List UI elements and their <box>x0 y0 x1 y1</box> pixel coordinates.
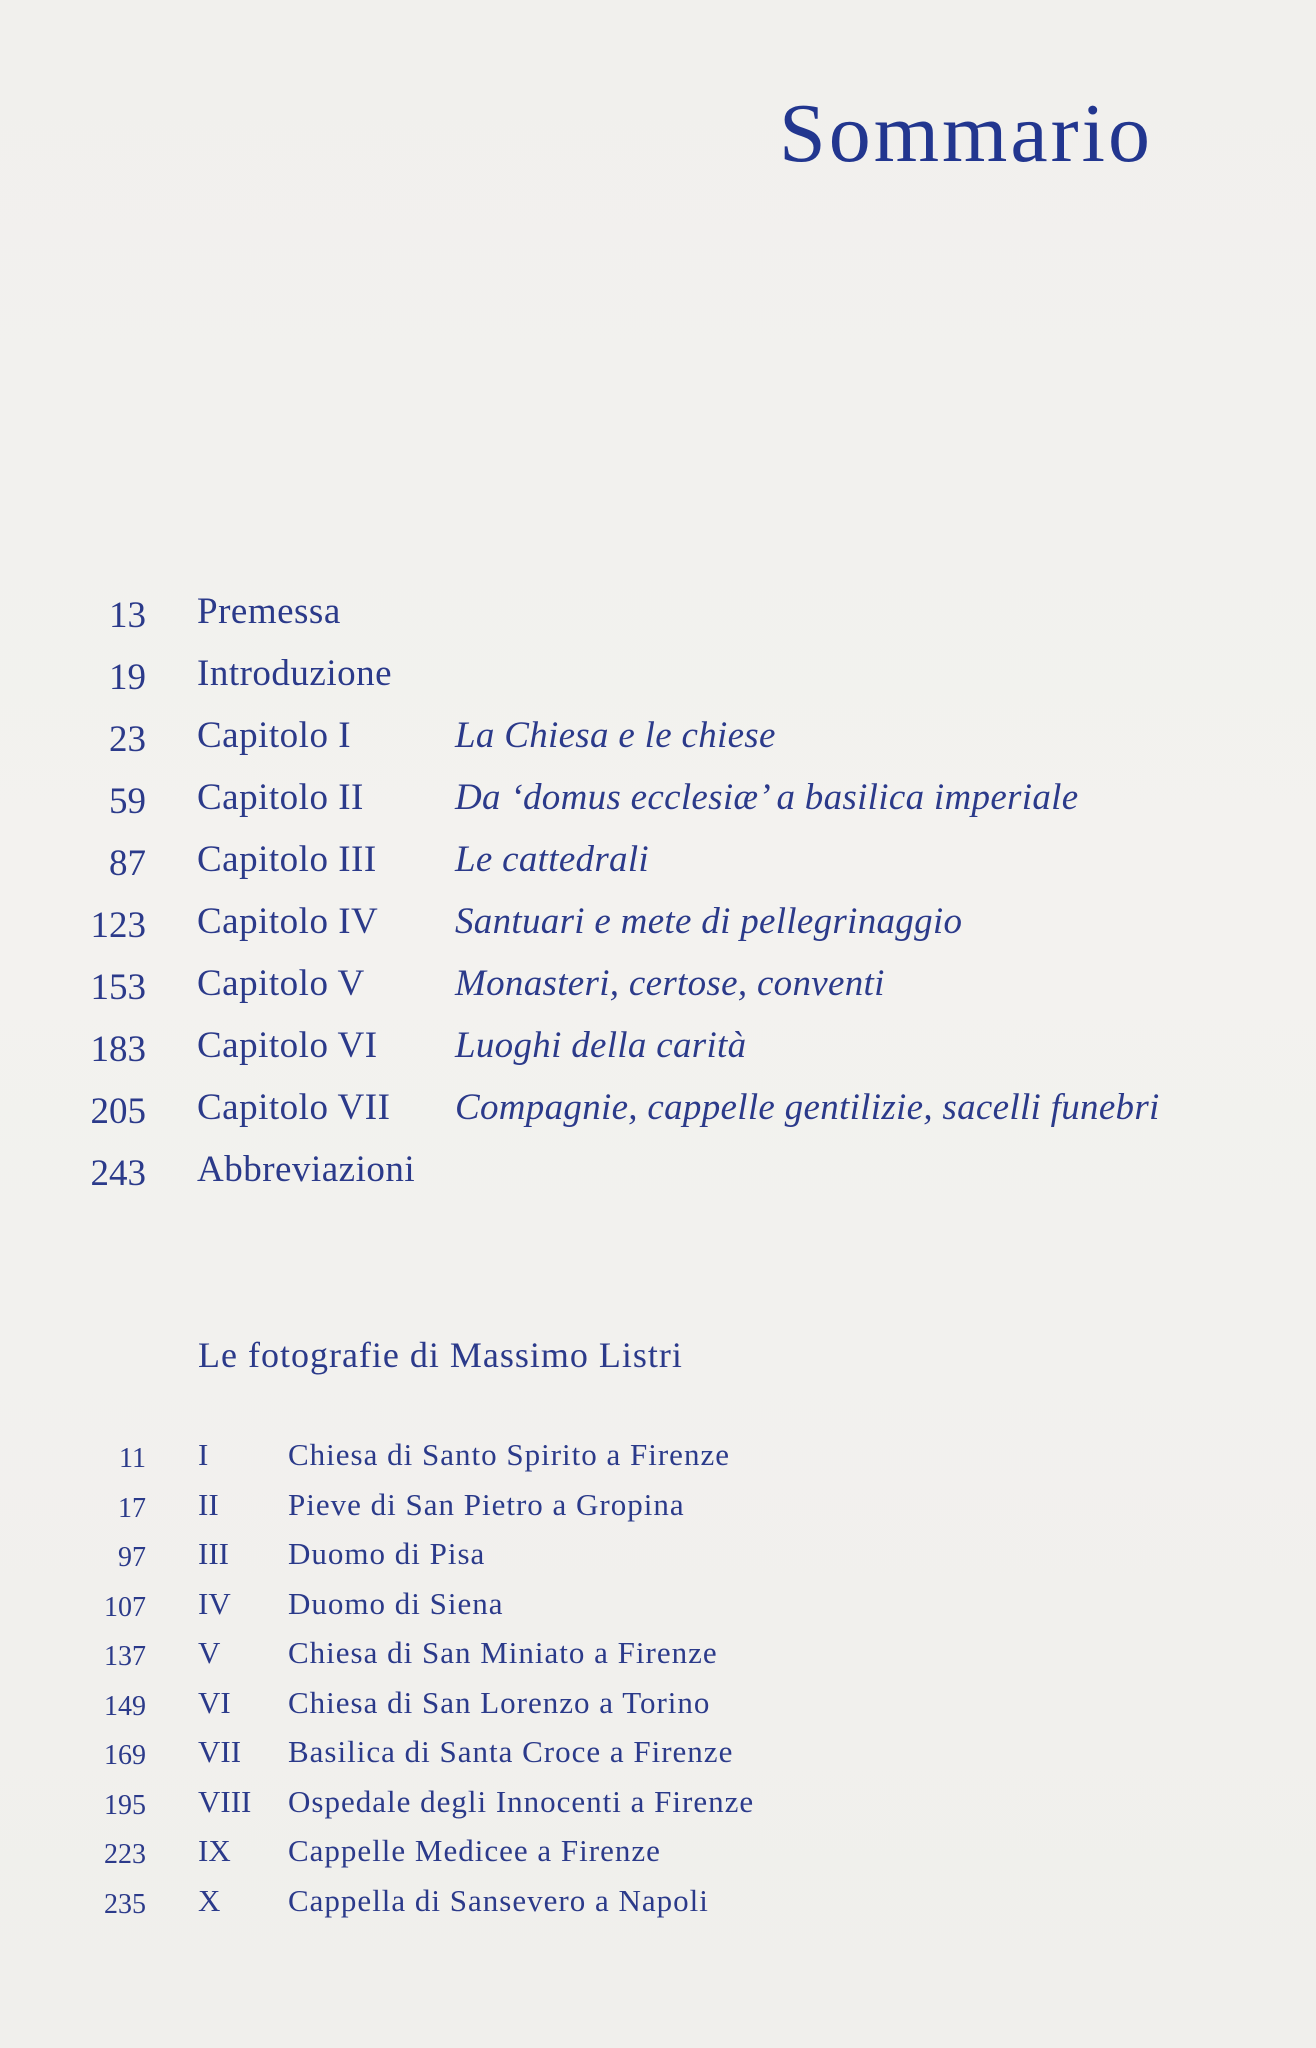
photo-page-number: 169 <box>104 1740 146 1771</box>
photo-page-number: 235 <box>104 1888 146 1920</box>
toc-label: Premessa <box>197 591 341 632</box>
photo-page-number: 97 <box>118 1542 146 1573</box>
photo-entry <box>0 1730 1316 1780</box>
photo-label: Chiesa di Santo Spirito a Firenze <box>288 1437 730 1472</box>
photo-label: Cappella di Sansevero a Napoli <box>288 1882 709 1918</box>
toc-entry-premessa <box>0 586 1316 648</box>
toc-page-number: 23 <box>109 719 146 760</box>
toc-page-number: 123 <box>90 905 146 946</box>
photo-page-number: 107 <box>104 1591 146 1623</box>
toc-label: Capitolo V <box>197 963 365 1004</box>
photo-roman-numeral: III <box>198 1536 229 1571</box>
toc-chapter-title: Santuari e mete di pellegrinaggio <box>455 901 963 942</box>
photo-page-number: 137 <box>104 1641 146 1672</box>
toc-label: Capitolo II <box>197 777 364 818</box>
toc-entry-abbreviazioni <box>0 1144 1316 1206</box>
photo-roman-numeral: V <box>198 1635 221 1670</box>
toc-entry-introduzione <box>0 648 1316 710</box>
toc-page-number: 87 <box>109 843 146 884</box>
toc-label: Capitolo IV <box>197 901 379 942</box>
photo-label: Duomo di Pisa <box>288 1536 486 1571</box>
photo-label: Chiesa di San Miniato a Firenze <box>288 1635 718 1670</box>
toc-page-number: 205 <box>90 1091 146 1132</box>
toc-label: Abbreviazioni <box>197 1149 416 1190</box>
toc-label: Capitolo VII <box>197 1087 391 1128</box>
toc-page-number: 13 <box>109 595 146 636</box>
photo-page-number: 11 <box>119 1443 146 1474</box>
toc-chapter-title: Le cattedrali <box>455 839 650 880</box>
photo-roman-numeral: VI <box>198 1684 231 1720</box>
photo-label: Cappelle Medicee a Firenze <box>288 1833 661 1868</box>
photo-roman-numeral: IX <box>198 1833 231 1868</box>
photo-page-number: 223 <box>104 1839 146 1870</box>
photo-entry <box>0 1829 1316 1879</box>
photo-entry <box>0 1879 1316 1929</box>
toc-chapter-title: Monasteri, certose, conventi <box>455 963 885 1004</box>
photo-page-number: 195 <box>104 1789 146 1821</box>
photo-entry <box>0 1681 1316 1731</box>
photos-section-heading: Le fotografie di Massimo Listri <box>198 1335 683 1375</box>
photo-entry <box>0 1631 1316 1681</box>
toc-entry-capitolo-2 <box>0 772 1316 834</box>
photo-roman-numeral: X <box>198 1882 221 1918</box>
toc-page-number: 153 <box>90 967 146 1008</box>
toc-entry-capitolo-3 <box>0 834 1316 896</box>
toc-label: Capitolo III <box>197 839 377 880</box>
photo-label: Duomo di Siena <box>288 1585 504 1621</box>
photo-entry <box>0 1532 1316 1582</box>
photo-label: Basilica di Santa Croce a Firenze <box>288 1734 734 1769</box>
toc-chapter-title: Da ‘domus ecclesiæ’ a basilica imperiale <box>455 777 1079 818</box>
toc-page-number: 19 <box>109 657 146 698</box>
photo-label: Chiesa di San Lorenzo a Torino <box>288 1684 711 1720</box>
photo-roman-numeral: IV <box>198 1585 231 1621</box>
photo-roman-numeral: I <box>198 1437 209 1472</box>
toc-label: Introduzione <box>197 653 393 694</box>
photo-label: Pieve di San Pietro a Gropina <box>288 1486 685 1522</box>
toc-label: Capitolo VI <box>197 1025 378 1066</box>
toc-entry-capitolo-6 <box>0 1020 1316 1082</box>
toc-chapter-title: Luoghi della carità <box>455 1025 747 1066</box>
photo-entry <box>0 1483 1316 1533</box>
toc-chapter-title: La Chiesa e le chiese <box>455 715 776 756</box>
toc-entry-capitolo-5 <box>0 958 1316 1020</box>
photo-roman-numeral: VII <box>198 1734 242 1769</box>
photo-roman-numeral: VIII <box>198 1783 252 1819</box>
page-title: Sommario <box>779 87 1153 180</box>
photo-label: Ospedale degli Innocenti a Firenze <box>288 1783 755 1819</box>
table-of-contents <box>0 586 1316 1206</box>
toc-page-number: 183 <box>90 1029 146 1070</box>
toc-entry-capitolo-4 <box>0 896 1316 958</box>
toc-entry-capitolo-1 <box>0 710 1316 772</box>
photo-entry <box>0 1582 1316 1632</box>
toc-page-number: 59 <box>109 781 146 822</box>
toc-label: Capitolo I <box>197 715 352 756</box>
toc-entry-capitolo-7 <box>0 1082 1316 1144</box>
photo-entry <box>0 1433 1316 1483</box>
toc-chapter-title: Compagnie, cappelle gentilizie, sacelli funebri <box>455 1087 1160 1128</box>
photo-page-number: 149 <box>104 1690 146 1722</box>
photo-page-number: 17 <box>118 1492 146 1524</box>
photo-entry <box>0 1780 1316 1830</box>
photo-roman-numeral: II <box>198 1486 219 1522</box>
toc-page-number: 243 <box>90 1153 146 1194</box>
photos-list <box>0 1433 1316 1928</box>
